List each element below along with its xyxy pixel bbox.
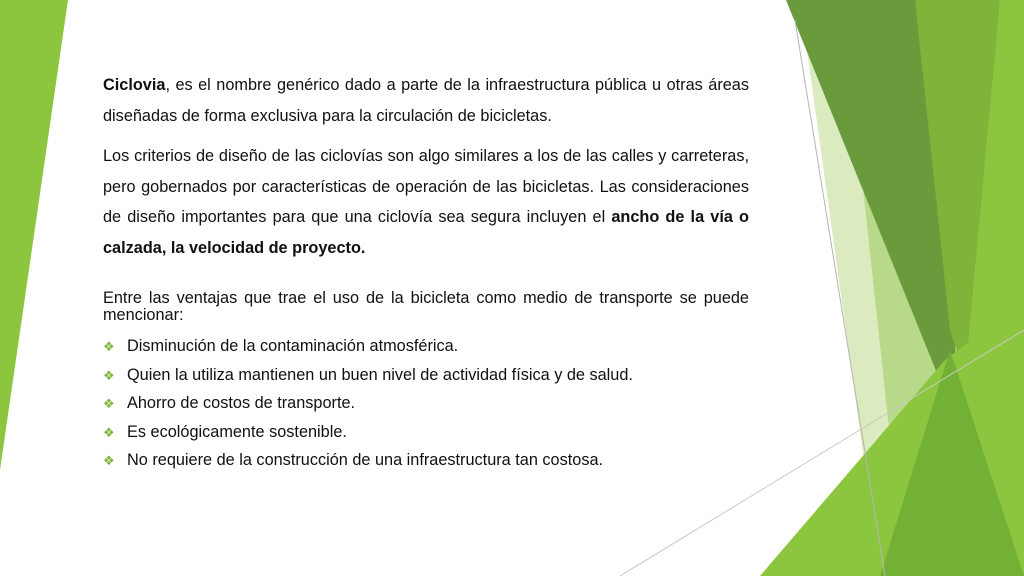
list-item-text: Quien la utiliza mantienen un buen nivel de actividad física y de salud.: [127, 365, 633, 384]
list-item-text: Es ecológicamente sostenible.: [127, 422, 347, 441]
advantages-list: [103, 332, 749, 475]
diamond-flower-icon: ❖: [103, 424, 115, 440]
paragraph-design-criteria: [103, 141, 749, 263]
list-item: [103, 446, 749, 475]
paragraph-advantages-intro: Entre las ventajas que trae el uso de la bicicleta como medio de transporte se puede mencionar:: [103, 289, 749, 324]
diamond-flower-icon: ❖: [103, 396, 115, 411]
list-item-text: Ahorro de costos de transporte.: [127, 394, 356, 412]
design-criteria-bold: ancho de la vía o calzada, la velocidad de proyecto.: [103, 208, 749, 257]
slide-body: [103, 70, 749, 475]
list-item: [103, 332, 749, 361]
diamond-flower-icon: ❖: [103, 339, 115, 354]
diamond-flower-icon: ❖: [103, 453, 115, 468]
design-criteria-text: Los criterios de diseño de las ciclovías son algo similares a los de las calles y carreteras, pero gobernados por características de operación de las bicicletas. Las consideraciones de diseño importantes para que una ciclovía sea segura incluyen el: [103, 147, 749, 226]
list-item: [103, 418, 749, 447]
paragraph-definition: [103, 70, 749, 131]
list-item-text: Disminución de la contaminación atmosférica.: [127, 337, 459, 355]
list-item: [103, 361, 749, 390]
definition-text: , es el nombre genérico dado a parte de la infraestructura pública u otras áreas diseñadas de forma exclusiva para la circulación de bicicletas.: [103, 76, 749, 125]
term-ciclovia: Ciclovia: [103, 76, 166, 94]
diamond-flower-icon: ❖: [103, 367, 115, 383]
list-item-text: No requiere de la construcción de una infraestructura tan costosa.: [127, 451, 604, 469]
left-green-stripe: [0, 0, 68, 470]
list-item: [103, 389, 749, 418]
